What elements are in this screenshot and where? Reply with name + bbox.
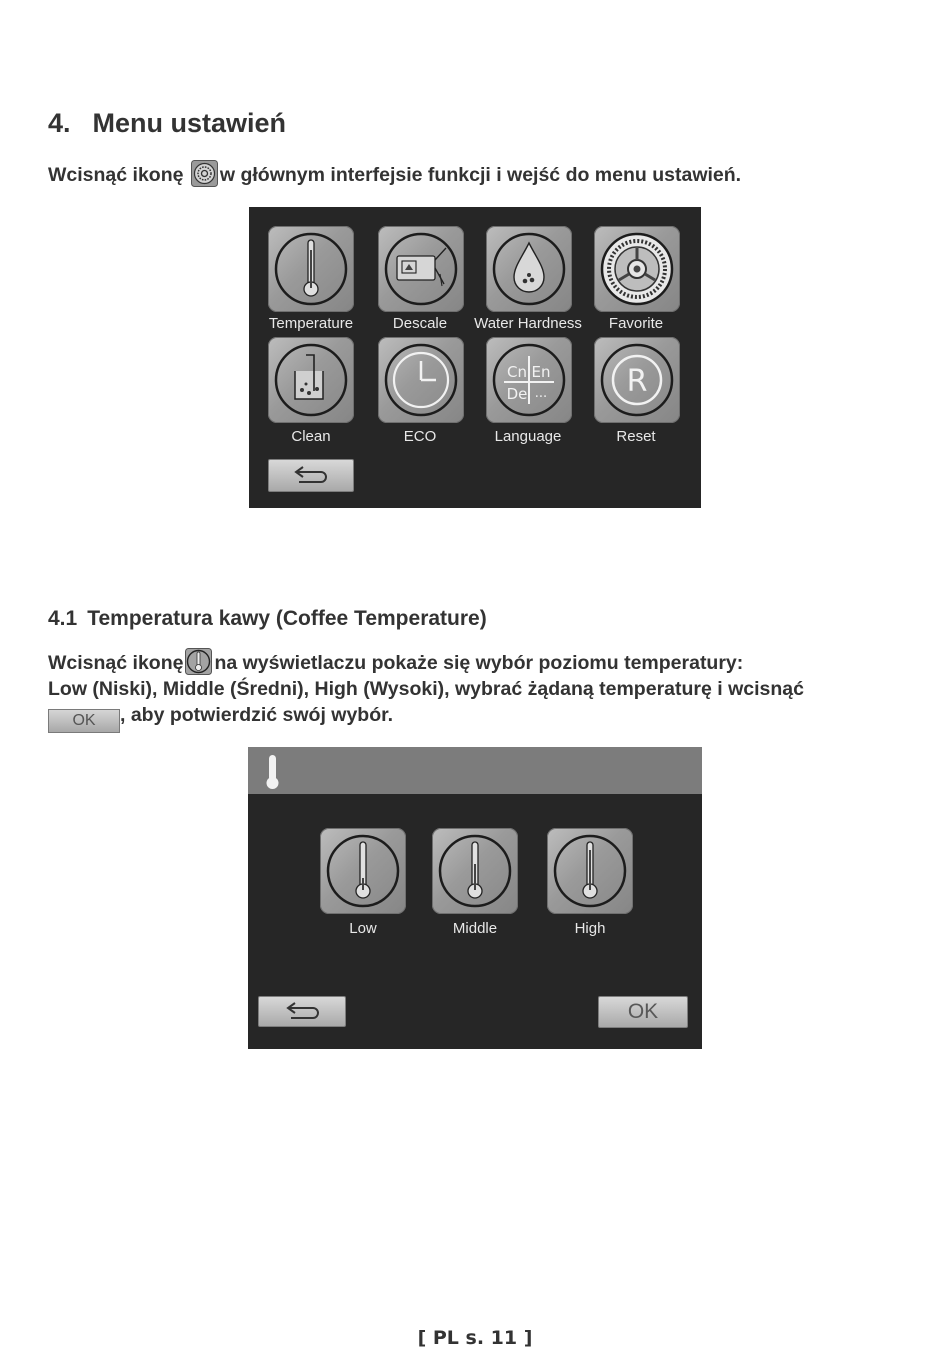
temperature-label: Temperature [268,315,354,332]
thermometer-icon [185,648,212,675]
favorite-tile[interactable] [594,226,680,312]
low-label: Low [349,920,377,937]
low-option-tile[interactable] [320,828,406,914]
settings-gear-icon [191,160,218,187]
page-footer: [ PL s. 11 ] [417,1327,533,1349]
ok-inline-button-image: OK [48,709,120,733]
thermometer-icon [320,828,406,914]
section-number: 4. [48,108,71,138]
subsection-number: 4.1 [48,607,78,630]
descale-tile[interactable] [378,226,464,312]
favorite-label: Favorite [608,315,664,332]
reset-tile[interactable] [594,337,680,423]
clean-tile[interactable] [268,337,354,423]
temperature-tile[interactable] [268,226,354,312]
thermometer-icon [432,828,518,914]
water-drop-icon [486,226,572,312]
lang-more: ... [534,386,548,401]
lang-en: En [531,363,551,381]
reset-label: Reset [616,428,656,445]
back-button[interactable] [268,459,354,492]
descale-label: Descale [392,315,448,332]
ok-button[interactable]: OK [598,996,688,1028]
eco-tile[interactable] [378,337,464,423]
eco-label: ECO [403,428,437,445]
line1-before: Wcisnąć ikonę [48,652,184,674]
water-hardness-label: Water Hardness [474,315,582,332]
subsection-title: Temperatura kawy (Coffee Temperature) [87,607,487,630]
back-arrow-icon [269,460,353,491]
screen-header [248,747,702,794]
lang-de: De [506,385,528,403]
lang-cn: Cn [507,363,527,381]
gear-icon [594,226,680,312]
clock-icon [378,337,464,423]
subsection-instructions [48,648,928,733]
high-option-tile[interactable] [547,828,633,914]
middle-option-tile[interactable] [432,828,518,914]
thermometer-icon [268,226,354,312]
intro-text-after: w głównym interfejsie funkcji i wejść do menu ustawień. [219,164,742,186]
clean-icon [268,337,354,423]
back-arrow-icon [259,997,345,1026]
instruction-line-1 [48,648,928,676]
temperature-screen [248,747,702,1049]
thermometer-icon [547,828,633,914]
thermometer-icon [248,747,288,794]
descale-icon [378,226,464,312]
language-tile[interactable] [486,337,572,423]
high-label: High [574,920,606,937]
water-hardness-tile[interactable] [486,226,572,312]
instruction-line-2: Low (Niski), Middle (Średni), High (Wysoki), wybrać żądaną temperaturę i wcisnąć [48,678,804,700]
section-title: Menu ustawień [92,108,287,138]
intro-text-before: Wcisnąć ikonę [48,164,184,186]
language-label: Language [494,428,562,445]
language-icon [486,337,572,423]
line1-after: na wyświetlaczu pokaże się wybór poziomu temperatury: [214,652,744,674]
line3-text: , aby potwierdzić swój wybór. [120,704,394,726]
section-intro [48,160,741,187]
section-heading [48,108,286,139]
instruction-line-3 [48,702,928,733]
settings-menu-screen [249,207,701,508]
subsection-heading [48,607,487,631]
clean-label: Clean [291,428,331,445]
middle-label: Middle [452,920,498,937]
reset-icon [594,337,680,423]
reset-letter: R [626,364,648,399]
back-button[interactable] [258,996,346,1027]
